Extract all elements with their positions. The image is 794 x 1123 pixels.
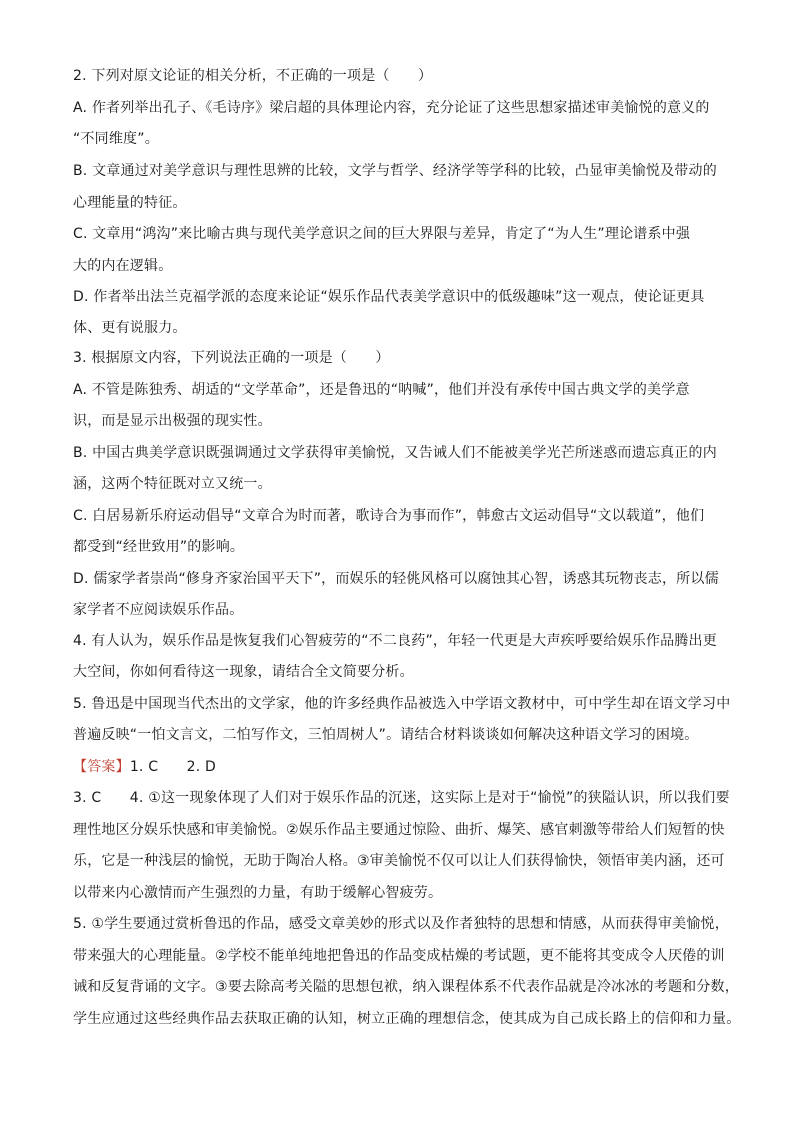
question-5-stem: 5. 鲁迅是中国现当代杰出的文学家，他的许多经典作品被选入中学语文教材中，可中学生却在语文学习中 xyxy=(73,696,731,712)
answer-line: 理性地区分娱乐快感和审美愉悦。②娱乐作品主要通过惊险、曲折、爆笑、感官刺激等带给人们短暂的快 xyxy=(73,822,725,838)
answer-line: 5. ①学生要通过赏析鲁迅的作品，感受文章美妙的形式以及作者独特的思想和情感，从而获得审美愉悦， xyxy=(73,916,729,932)
question-3-option-a: A. 不管是陈独秀、胡适的“文学革命”，还是鲁迅的“呐喊”，他们并没有承传中国古典文学的美学意 xyxy=(73,382,690,398)
answer-line: 乐，它是一种浅层的愉悦，无助于陶冶人格。③审美愉悦不仅可以让人们获得愉快，领悟审美内涵，还可 xyxy=(73,853,725,869)
question-3-option-a-cont: 识，而是显示出极强的现实性。 xyxy=(73,413,272,429)
question-5-stem-cont: 普遍反映“一怕文言文，二怕写作文，三怕周树人”。请结合材料谈谈如何解决这种语文学习的困境。 xyxy=(73,727,699,743)
answer-line: 带来强大的心理能量。②学校不能单纯地把鲁迅的作品变成枯燥的考试题，更不能将其变成令人厌倦的训 xyxy=(73,948,725,964)
answer-line: 以带来内心激情而产生强烈的力量，有助于缓解心智疲劳。 xyxy=(73,885,443,901)
question-3-option-d: D. 儒家学者崇尚“修身齐家治国平天下”，而娱乐的轻佻风格可以腐蚀其心智，诱惑其玩物丧志，所以儒 xyxy=(73,571,719,587)
question-4-stem: 4. 有人认为，娱乐作品是恢复我们心智疲劳的“不二良药”，年轻一代更是大声疾呼要给娱乐作品腾出更 xyxy=(73,633,717,649)
question-2-option-d-cont: 体、更有说服力。 xyxy=(73,320,187,336)
question-2-option-c: C. 文章用“鸿沟”来比喻古典与现代美学意识之间的巨大界限与差异，肯定了“为人生”理论谱系中强 xyxy=(73,226,691,242)
answer-header-line xyxy=(73,757,216,777)
question-3-option-c: C. 白居易新乐府运动倡导“文章合为时而著，歌诗合为事而作”，韩愈古文运动倡导“文以载道”，他们 xyxy=(73,508,705,524)
answer-line: 学生应通过这些经典作品去获取正确的认知，树立正确的理想信念，使其成为自己成长路上的信仰和力量。 xyxy=(73,1011,741,1027)
answer-1-2: 1. C 2. D xyxy=(129,759,216,775)
answer-tag: 【答案】 xyxy=(73,759,130,775)
question-2-option-d: D. 作者举出法兰克福学派的态度来论证“娱乐作品代表美学意识中的低级趣味”这一观点，使论证更具 xyxy=(73,289,705,305)
question-3-option-c-cont: 都受到“经世致用”的影响。 xyxy=(73,539,245,555)
answer-line: 3. C 4. ①这一现象体现了人们对于娱乐作品的沉迷，这实际上是对于“愉悦”的狭隘认识，所以我们要 xyxy=(73,790,730,806)
question-3-option-b-cont: 涵，这两个特征既对立又统一。 xyxy=(73,476,272,492)
question-3-option-b: B. 中国古典美学意识既强调通过文学获得审美愉悦，又告诫人们不能被美学光芒所迷惑而遗忘真正的内 xyxy=(73,445,717,461)
question-3-stem: 3. 根据原文内容，下列说法正确的一项是（ ） xyxy=(73,350,390,366)
question-2-option-b: B. 文章通过对美学意识与理性思辨的比较，文学与哲学、经济学等学科的比较，凸显审美愉悦及带动的 xyxy=(73,163,717,179)
question-2-option-b-cont: 心理能量的特征。 xyxy=(73,195,187,211)
question-4-stem-cont: 大空间，你如何看待这一现象，请结合全文简要分析。 xyxy=(73,664,414,680)
question-2-option-a-cont: “不同维度”。 xyxy=(73,131,159,147)
question-2-option-c-cont: 大的内在逻辑。 xyxy=(73,258,173,274)
question-3-option-d-cont: 家学者不应阅读娱乐作品。 xyxy=(73,602,244,618)
question-2-stem: 2. 下列对原文论证的相关分析，不正确的一项是（ ） xyxy=(73,68,433,84)
question-2-option-a: A. 作者列举出孔子、《毛诗序》梁启超的具体理论内容，充分论证了这些思想家描述审美愉悦的意义的 xyxy=(73,100,710,116)
answer-line: 诫和反复背诵的文字。③要去除高考关隘的思想包袱，纳入课程体系不代表作品就是冷冰冰的考题和分数， xyxy=(73,979,739,995)
